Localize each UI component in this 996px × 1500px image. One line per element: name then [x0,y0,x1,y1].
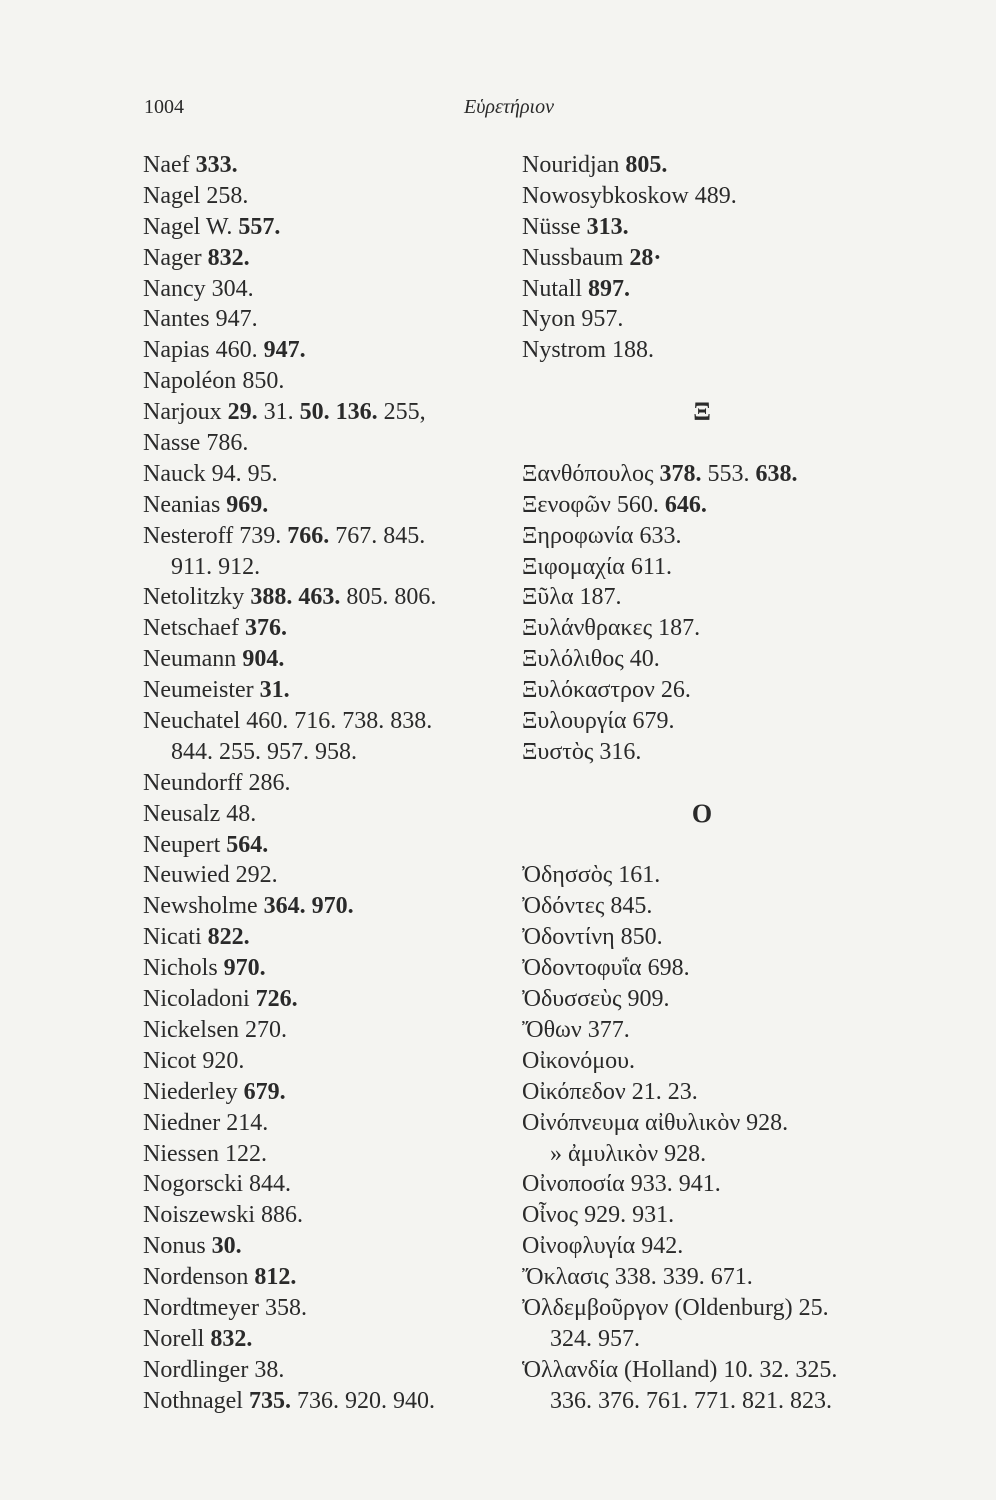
page-ref: 32. [759,1356,796,1383]
entry-term: Naef [143,152,196,178]
page-ref: 364. [263,893,312,920]
index-entry [522,212,892,243]
page-ref: 940. [392,1387,435,1414]
index-entry [143,397,503,428]
index-entry [143,459,503,490]
entry-term: Ξυλόκαστρον [522,677,661,704]
page-ref: 822. [207,924,250,951]
index-entry [143,335,503,366]
entry-term: Ξενοφῶν [522,491,617,518]
page-ref: 957. [598,1325,640,1352]
index-entry [143,150,503,181]
index-entry [522,274,892,305]
page-ref: 933. [630,1171,679,1198]
page-ref: 338. [614,1264,663,1291]
index-entry [522,582,892,613]
entry-term: Nichols [143,955,224,982]
entry-term: Neupert [143,831,227,858]
entry-term: Ξῦλα [522,584,580,611]
index-entry [522,891,892,922]
index-entry [143,366,503,397]
page-ref: 324. [550,1325,598,1352]
section-letter: Ο [691,798,713,828]
page-ref: 947. [215,306,258,333]
entry-term: Nagel [143,182,207,209]
entry-term: Ὀδοντίνη [522,924,621,951]
page-ref: 850. [620,924,663,951]
entry-term: Nager [143,244,208,271]
index-entry [143,799,503,830]
entry-term: Nonus [143,1233,212,1260]
page-ref: 920. [344,1387,393,1414]
page-ref: 304. [211,275,254,302]
page-ref: 805. [346,584,395,611]
entry-term: Neundorff [143,769,249,796]
page-ref: 931. [632,1202,675,1229]
entry-term: Nussbaum [522,244,630,271]
page-ref: 358. [264,1294,307,1321]
index-entry [143,1386,503,1417]
page-number: 1004 [144,96,184,118]
entry-term: Narjoux [143,399,228,426]
page-ref: 886. [260,1202,303,1229]
page-ref: 928. [664,1140,707,1167]
page-ref: 40. [629,646,660,673]
entry-term: Ὀδυσσεὺς [522,986,628,1013]
page-ref: 336. [550,1387,598,1414]
page-ref: 339. [662,1264,711,1291]
index-entry [522,984,892,1015]
page-ref: 94. [211,460,248,487]
index-entry [143,1200,503,1231]
index-entry [522,304,892,335]
page-ref: 29. [227,399,264,426]
entry-term: Newsholme [143,893,264,920]
entry-term: Οἰκονόμου. [522,1047,635,1074]
index-entry [143,1077,503,1108]
page-ref: 845. [610,893,653,920]
page-ref: 255, [383,399,426,426]
entry-term: Ὀδοντοφυΐα [522,955,648,982]
page-ref: 832. [207,244,250,271]
index-entry [522,1355,892,1386]
page-ref: 28· [629,244,662,271]
index-entry [522,1139,892,1170]
index-entry [143,490,503,521]
page-ref: 806. [394,584,437,611]
entry-term: Napias [143,337,216,364]
page-ref: 286. [248,769,291,796]
entry-term: Nancy [143,275,212,302]
entry-term: » ἀμυλικὸν [550,1140,665,1167]
entry-term: Niederley [143,1078,244,1105]
page-ref: 255. [219,738,267,765]
index-entry [522,922,892,953]
index-entry [522,675,892,706]
entry-term: Nothnagel [143,1387,249,1414]
entry-term: Nyon [522,306,582,333]
index-entry [522,490,892,521]
entry-term: Nasse [143,430,207,457]
page-ref: 844. [171,738,219,765]
index-entry [522,1324,892,1355]
page-ref: 904. [242,646,285,673]
entry-term: Ξυλουργία [522,708,633,735]
page-ref: 767. [335,522,384,549]
entry-term: Neusalz [143,800,227,827]
index-entry [522,1077,892,1108]
page-ref: 942. [641,1233,684,1260]
page-ref: 911. [171,553,219,580]
entry-term: Neuwied [143,862,236,889]
entry-term: Ξυστὸς [522,738,600,765]
page-ref: 31. [259,677,290,704]
page-ref: 564. [226,831,269,858]
entry-term: Ὀδησσὸς [522,862,619,889]
page-ref: 941. [678,1171,721,1198]
index-entry [143,1293,503,1324]
entry-term: Neumann [143,646,243,673]
index-entry [143,582,503,613]
page-ref: 560. [616,491,665,518]
index-entry [143,243,503,274]
entry-term: Nicati [143,924,208,951]
page-ref: 766. [287,522,336,549]
entry-term: Neuchatel [143,708,247,735]
index-entry [143,1108,503,1139]
blank-line [522,768,892,799]
page-ref: 136. [335,399,384,426]
page-ref: 50. [299,399,336,426]
page-ref: 771. [694,1387,742,1414]
entry-term: Οἰνοφλυγία [522,1233,642,1260]
page-ref: 726. [255,986,298,1013]
index-entry [522,644,892,675]
page-ref: 845. [383,522,426,549]
page-ref: 463. [298,584,347,611]
index-entry [143,1139,503,1170]
entry-term: Nowosybkoskow [522,182,695,209]
page-ref: 928. [746,1109,789,1136]
page-ref: 912. [218,553,261,580]
page-ref: 929. [584,1202,633,1229]
page-ref: 716. [294,708,343,735]
index-entry [522,1262,892,1293]
page-ref: 378. [659,460,708,487]
page-ref: 844. [248,1171,291,1198]
entry-term: Nordlinger [143,1356,255,1383]
index-entry [143,181,503,212]
entry-term: Nauck [143,460,212,487]
page-ref: 947. [263,337,306,364]
index-entry [143,613,503,644]
page-ref: 25. [798,1294,829,1321]
page-ref: 739. [239,522,288,549]
index-entry [522,150,892,181]
page-ref: 850. [242,368,285,395]
blank-line [522,428,892,459]
index-entry [143,644,503,675]
entry-term: Ὄθων [522,1016,588,1043]
page-ref: 638. [755,460,798,487]
page-ref: 957. [581,306,624,333]
page-ref: 969. [226,491,269,518]
entry-term: Ὀδόντες [522,893,611,920]
page-ref: 698. [647,955,690,982]
entry-term: Neumeister [143,677,260,704]
page-ref: 376. [598,1387,646,1414]
index-entry [143,891,503,922]
page-ref: 95. [247,460,278,487]
page-ref: 161. [618,862,661,889]
entry-term: Norell [143,1325,211,1352]
index-entry [522,706,892,737]
page-ref: 313. [586,213,629,240]
entry-term: Nagel W. [143,213,239,240]
entry-term: Nutall [522,275,588,302]
page-header [144,96,874,126]
index-entry [143,212,503,243]
entry-term: Noiszewski [143,1202,261,1229]
entry-term: Nordenson [143,1264,255,1291]
index-entry [522,1015,892,1046]
index-entry [522,1169,892,1200]
entry-term: Nüsse [522,213,587,240]
index-entry [143,1262,503,1293]
page-ref: 376. [244,615,287,642]
entry-term: Nicot [143,1047,203,1074]
page-ref: 187. [579,584,622,611]
index-entry [143,1169,503,1200]
index-entry [143,706,503,737]
index-entry [143,1231,503,1262]
blank-line [522,366,892,397]
page-ref: 823. [790,1387,832,1414]
index-entry [143,552,503,583]
page-ref: 679. [243,1078,286,1105]
index-column-right [522,150,892,1417]
entry-term: Neanias [143,491,227,518]
section-letter: Ξ [693,397,711,427]
entry-term: Ξυλάνθρακες [522,615,659,642]
index-entry [143,922,503,953]
entry-term: Nesteroff [143,522,240,549]
index-entry [522,1200,892,1231]
entry-term: Ξηροφωνία [522,522,640,549]
page-ref: 122. [224,1140,267,1167]
entry-term: Napoléon [143,368,243,395]
index-entry [143,1046,503,1077]
page-ref: 838. [390,708,433,735]
index-entry [522,181,892,212]
entry-term: Ξανθόπουλος [522,460,660,487]
index-entry [143,304,503,335]
page-ref: 325. [795,1356,838,1383]
entry-term: Ὁλλανδία (Holland) [522,1356,724,1383]
index-entry [522,1293,892,1324]
index-entry [522,860,892,891]
entry-term: Οἰνόπνευμα αἰθυλικὸν [522,1109,747,1136]
page-ref: 958. [315,738,357,765]
index-entry [143,428,503,459]
entry-term: Οἰκόπεδον [522,1078,632,1105]
index-entry [143,1015,503,1046]
page-ref: 26. [660,677,691,704]
page-ref: 489. [694,182,737,209]
index-entry [522,953,892,984]
page-ref: 30. [211,1233,242,1260]
index-entry [143,521,503,552]
index-entry [143,1355,503,1386]
page-ref: 611. [630,553,672,580]
index-entry [143,768,503,799]
entry-term: Netolitzky [143,584,251,611]
page-ref: 377. [587,1016,630,1043]
index-entry [522,1108,892,1139]
index-entry [143,830,503,861]
page-ref: 633. [639,522,682,549]
page-ref: 957. [267,738,315,765]
page-ref: 970. [223,955,266,982]
index-entry [522,1231,892,1262]
page-ref: 671. [710,1264,753,1291]
page-ref: 646. [664,491,707,518]
page-ref: 553. [707,460,756,487]
page-ref: 460. [215,337,264,364]
page-ref: 31. [263,399,300,426]
page-ref: 292. [235,862,278,889]
page-ref: 188. [612,337,654,364]
page-ref: 786. [206,430,249,457]
entry-term: Niessen [143,1140,225,1167]
entry-term: Nantes [143,306,216,333]
entry-term: Ὄκλασις [522,1264,615,1291]
page-ref: 333. [195,152,238,178]
entry-term: Ξυλόλιθος [522,646,630,673]
page-ref: 805. [625,152,668,178]
page-ref: 897. [588,275,630,302]
page-ref: 735. [248,1387,297,1414]
entry-term: Netschaef [143,615,245,642]
entry-term: Ὀλδεμβοῦργον (Oldenburg) [522,1294,799,1321]
entry-term: Οἰνοποσία [522,1171,631,1198]
entry-term: Nicoladoni [143,986,256,1013]
page-ref: 679. [632,708,675,735]
index-entry [143,953,503,984]
index-entry [522,1386,892,1417]
page-ref: 812. [254,1264,297,1291]
entry-term: Nogorscki [143,1171,249,1198]
index-entry [522,737,892,768]
index-entry [143,274,503,305]
index-entry [522,1046,892,1077]
entry-term: Nystrom [522,337,612,364]
page-ref: 920. [202,1047,245,1074]
index-column-left [143,150,503,1417]
page-ref: 557. [238,213,281,240]
index-entry [522,613,892,644]
entry-term: Niedner [143,1109,227,1136]
entry-term: Nickelsen [143,1016,245,1043]
page-ref: 832. [210,1325,253,1352]
page-ref: 909. [627,986,670,1013]
page-ref: 258. [206,182,249,209]
page-ref: 23. [667,1078,698,1105]
page-ref: 970. [311,893,354,920]
index-entry [522,521,892,552]
page-ref: 460. [246,708,295,735]
entry-term: Οἶνος [522,1202,585,1229]
page-ref: 736. [296,1387,345,1414]
page-ref: 38. [254,1356,285,1383]
index-entry [522,459,892,490]
page-ref: 48. [226,800,257,827]
blank-line [522,830,892,861]
index-entry [143,984,503,1015]
index-entry [143,1324,503,1355]
page-ref: 270. [244,1016,287,1043]
page-ref: 761. [646,1387,694,1414]
page-ref: 316. [599,738,642,765]
index-entry [143,860,503,891]
page-ref: 187. [658,615,701,642]
page-ref: 214. [226,1109,269,1136]
page-ref: 21. [631,1078,668,1105]
page-ref: 738. [342,708,391,735]
entry-term: Ξιφομαχία [522,553,631,580]
index-entry [143,737,503,768]
entry-term: Nordtmeyer [143,1294,265,1321]
running-title: Εὑρετήριον [464,96,554,118]
index-entry [143,675,503,706]
page-ref: 10. [723,1356,760,1383]
entry-term: Nouridjan [522,152,626,178]
index-entry [522,552,892,583]
page-ref: 388. [250,584,299,611]
index-entry [522,243,892,274]
page-ref: 821. [742,1387,790,1414]
index-entry [522,335,892,366]
